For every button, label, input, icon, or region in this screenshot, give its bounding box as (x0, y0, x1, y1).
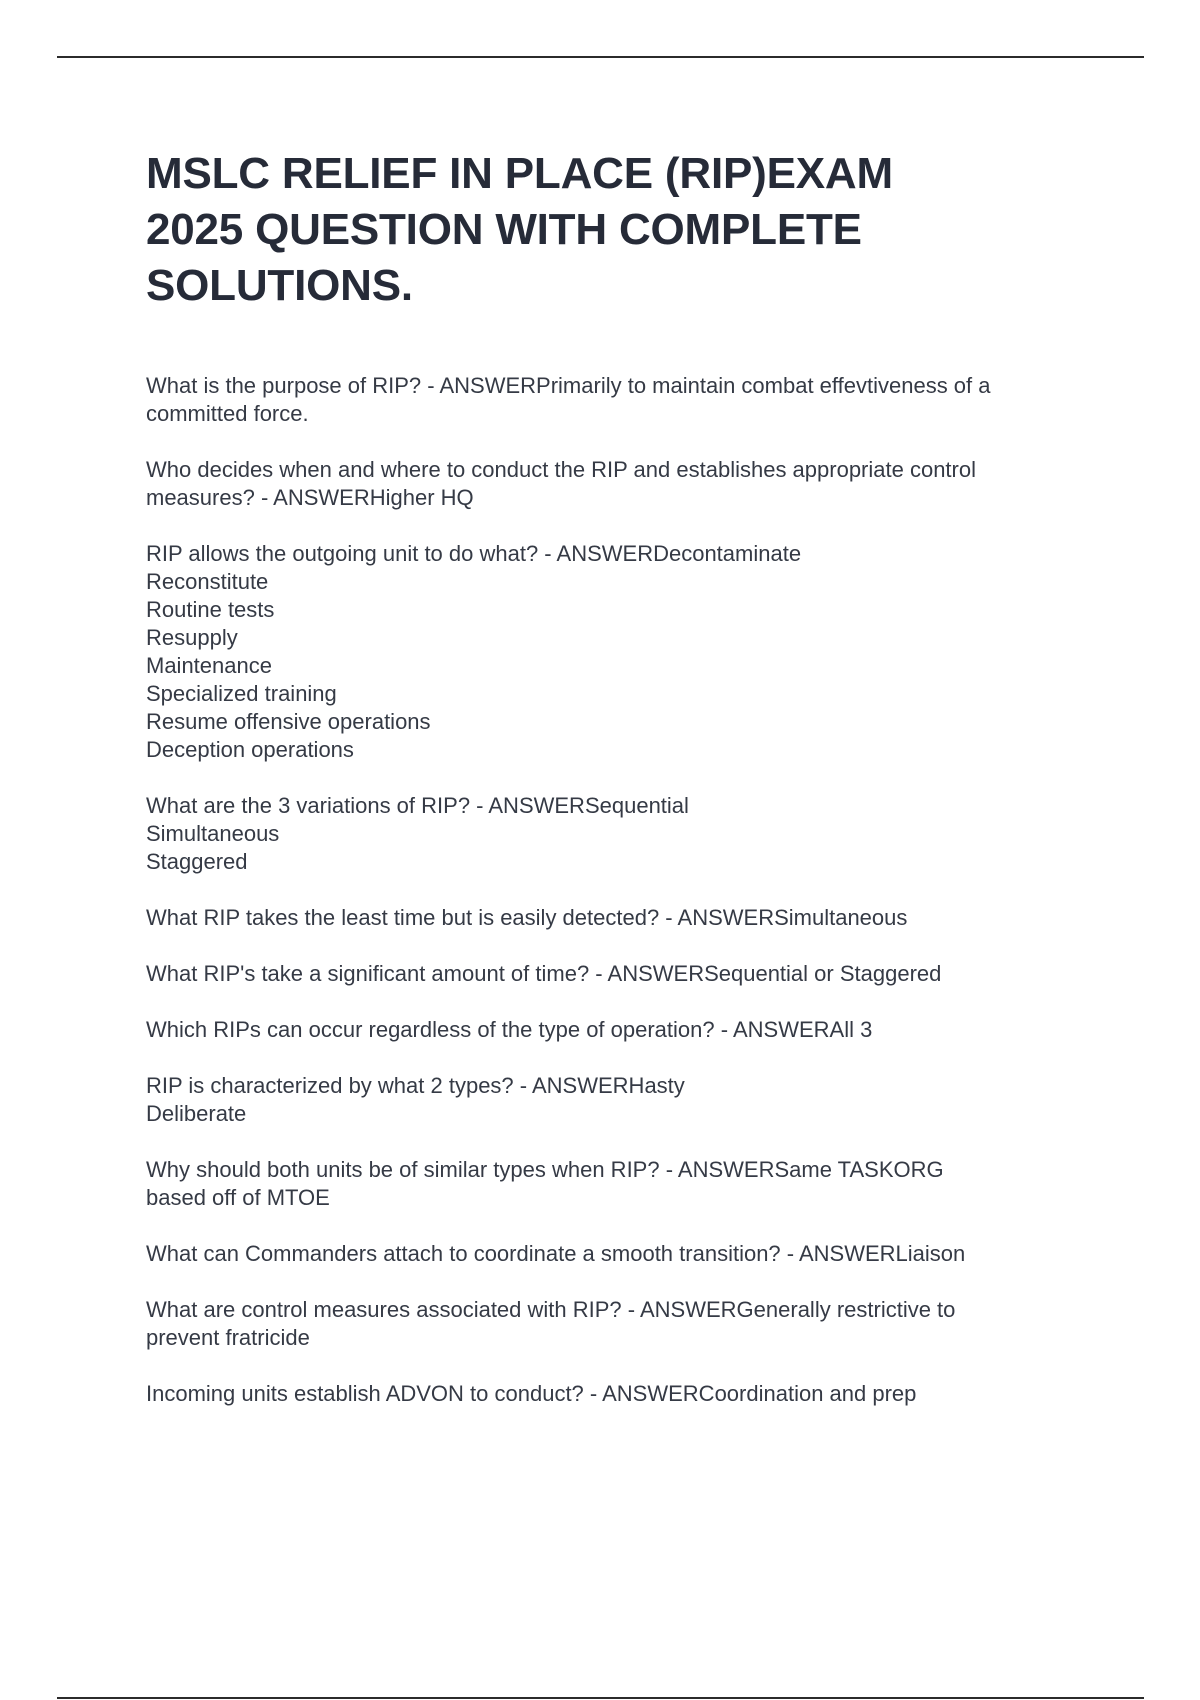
qa-line: Resupply (146, 625, 238, 650)
qa-item (146, 372, 1086, 428)
qa-line: What RIP takes the least time but is easily detected? - ANSWERSimultaneous (146, 905, 908, 930)
document-title (146, 146, 1086, 314)
qa-line: What are control measures associated with RIP? - ANSWERGenerally restrictive to (146, 1297, 956, 1322)
qa-item (146, 456, 1086, 512)
qa-line: Reconstitute (146, 569, 269, 594)
qa-line: RIP is characterized by what 2 types? - ANSWERHasty (146, 1073, 685, 1098)
qa-item (146, 1016, 1086, 1044)
qa-line: measures? - ANSWERHigher HQ (146, 485, 474, 510)
qa-item (146, 792, 1086, 876)
qa-line: Deliberate (146, 1101, 247, 1126)
qa-item (146, 904, 1086, 932)
qa-line: Deception operations (146, 737, 354, 762)
qa-line: What can Commanders attach to coordinate a smooth transition? - ANSWERLiaison (146, 1241, 966, 1266)
qa-line: Staggered (146, 849, 248, 874)
qa-line: What RIP's take a significant amount of time? - ANSWERSequential or Staggered (146, 961, 942, 986)
top-rule (57, 56, 1144, 58)
qa-line: Which RIPs can occur regardless of the type of operation? - ANSWERAll 3 (146, 1017, 873, 1042)
qa-line: Specialized training (146, 681, 337, 706)
qa-line: What is the purpose of RIP? - ANSWERPrimarily to maintain combat effevtiveness of a (146, 373, 991, 398)
qa-item (146, 960, 1086, 988)
qa-item (146, 540, 1086, 764)
qa-line: Incoming units establish ADVON to conduct? - ANSWERCoordination and prep (146, 1381, 917, 1406)
qa-line: Simultaneous (146, 821, 280, 846)
qa-line: What are the 3 variations of RIP? - ANSWERSequential (146, 793, 689, 818)
qa-list (146, 372, 1086, 1408)
title-line: 2025 QUESTION WITH COMPLETE (146, 205, 862, 254)
document-body (146, 146, 1086, 1436)
qa-line: Maintenance (146, 653, 272, 678)
qa-line: Why should both units be of similar types when RIP? - ANSWERSame TASKORG (146, 1157, 944, 1182)
qa-line: Who decides when and where to conduct the RIP and establishes appropriate control (146, 457, 976, 482)
qa-line: committed force. (146, 401, 309, 426)
title-line: SOLUTIONS. (146, 261, 413, 310)
qa-line: RIP allows the outgoing unit to do what? - ANSWERDecontaminate (146, 541, 802, 566)
bottom-rule (57, 1697, 1144, 1699)
qa-line: Routine tests (146, 597, 275, 622)
qa-item (146, 1380, 1086, 1408)
qa-item (146, 1296, 1086, 1352)
qa-item (146, 1072, 1086, 1128)
qa-item (146, 1156, 1086, 1212)
qa-item (146, 1240, 1086, 1268)
title-line: MSLC RELIEF IN PLACE (RIP)EXAM (146, 149, 893, 198)
qa-line: prevent fratricide (146, 1325, 310, 1350)
qa-line: based off of MTOE (146, 1185, 330, 1210)
qa-line: Resume offensive operations (146, 709, 431, 734)
